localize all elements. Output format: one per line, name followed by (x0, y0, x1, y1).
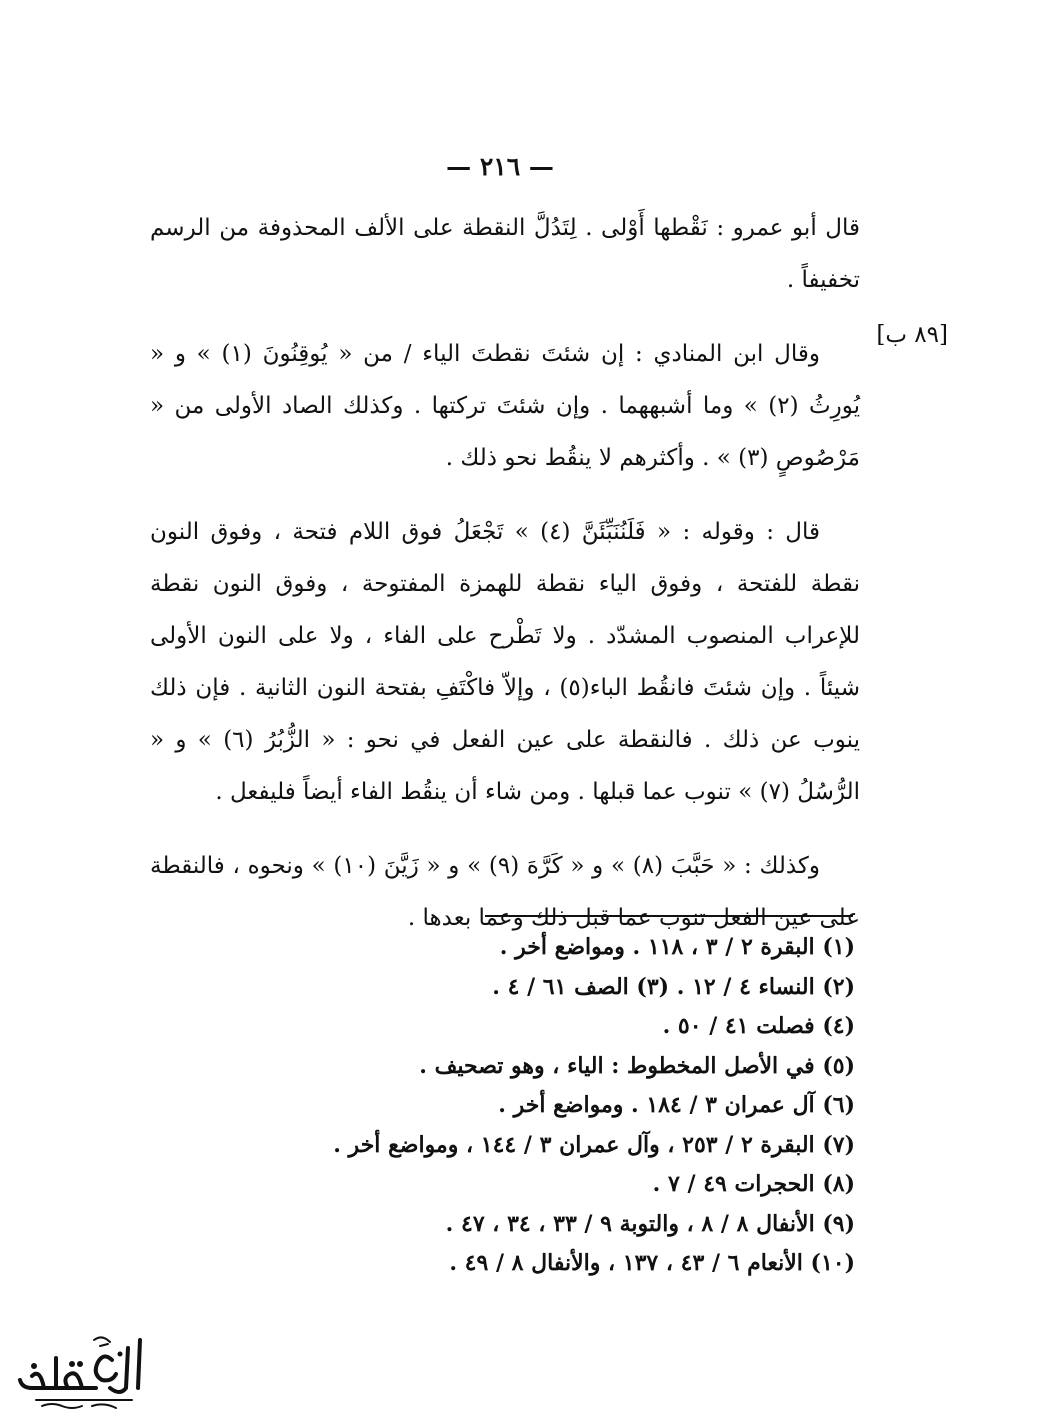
main-text (150, 202, 860, 966)
footnote: (٤) فصلت ٤١ / ٥٠ . (662, 1013, 855, 1039)
manuscript-folio-note: [٨٩ ب] (876, 322, 948, 348)
paragraph: وكذلك : « حَبَّبَ (٨) » و « كَرَّهَ (٩) » و « زَيَّنَ (١٠) » ونحوه ، فالنقطة على عين الفعل تنوب عما قبل ذلك وعما بعدها . (150, 853, 860, 931)
footnote: (٩) الأنفال ٨ / ٨ ، والتوبة ٩ / ٣٣ ، ٣٤ ، ٤٧ . (445, 1210, 855, 1237)
footnote: (٢) النساء ٤ / ١٢ . (٣) الصف ٦١ / ٤ . (492, 973, 855, 1000)
paragraph: قال : وقوله : « فَلَنُنَبِّئَنَّ (٤) » تَجْعَلُ فوق اللام فتحة ، وفوق النون نقطة للفتحة ، وفوق الياء نقطة للهمزة المفتوحة ، وفوق النون نقطة للإعراب المنصوب المشدّد . ولا تَطْرح على الفاء ، ولا على النون الأولى شيئاً . وإن شئتَ فانقُط الباء(٥) ، وإلاّ فاكْتَفِ بفتحة النون الثانية . فإن ذلك ينوب عن ذلك . فالنقطة على عين الفعل في نحو : « الزُّبُرُ (٦) » و « الرُّسُلُ (٧) » تنوب عما قبلها . ومن شاء أن ينقُط الفاء أيضاً فليفعل . (150, 519, 860, 805)
paragraph: وقال ابن المنادي : إن شئتَ نقطتَ الياء / من « يُوقِنُونَ (١) » و « يُورِثُ (٢) » وما أشبههما . وإن شئتَ تركتها . وكذلك الصاد الأولى من « مَرْصُوصٍ (٣) » . وأكثرهم لا ينقُط نحو ذلك . (150, 341, 860, 471)
footnote: (١) البقرة ٢ / ٣ ، ١١٨ . ومواضع أخر . (499, 934, 855, 960)
footnote: (١٠) الأنعام ٦ / ٤٣ ، ١٣٧ ، والأنفال ٨ / ٤٩ . (449, 1250, 855, 1276)
footnote: (٥) في الأصل المخطوط : الياء ، وهو تصحيف . (419, 1052, 855, 1079)
footnote: (٧) البقرة ٢ / ٢٥٣ ، وآل عمران ٣ / ١٤٤ ، ومواضع أخر . (333, 1131, 855, 1158)
footnote: (٨) الحجرات ٤٩ / ٧ . (652, 1171, 855, 1197)
footnote-separator (485, 915, 853, 917)
footnote: (٦) آل عمران ٣ / ١٨٤ . ومواضع أخر . (498, 1092, 855, 1118)
calligraphy-logo-icon (12, 1330, 152, 1415)
page-number: — ٢١٦ — (446, 152, 554, 181)
paragraph: قال أبو عمرو : نَقْطها أَوْلى . لِتَدُلَّ النقطة على الألف المحذوفة من الرسم تخفيفاً . (150, 215, 860, 293)
footnotes-list (155, 928, 855, 1284)
